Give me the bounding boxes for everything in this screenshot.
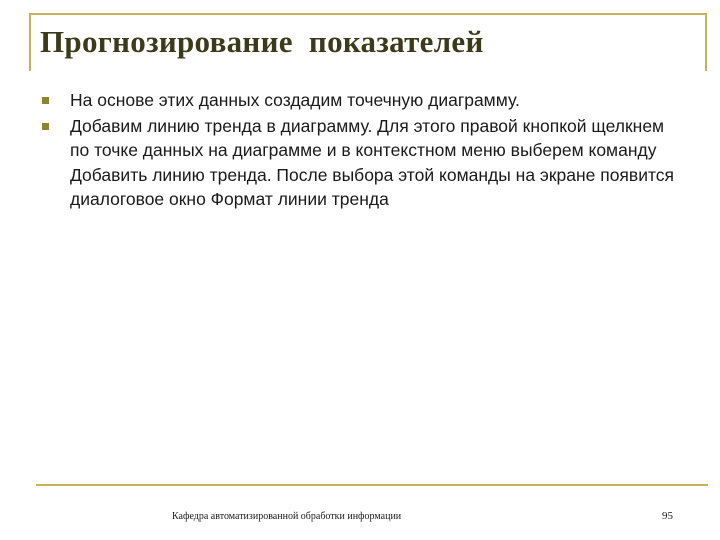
title-left-rule <box>29 13 31 71</box>
bullet-text-2: Добавим линию тренда в диаграмму. Для этого правой кнопкой щелкнем по точке данных на диаграмме и в контекстном меню выберем команду Добавить линию тренда. После выбора этой команды на экране появится диалоговое окно Формат линии тренда <box>70 115 675 209</box>
bullet-text-1: На основе этих данных создадим точечную диаграмму. <box>70 90 520 110</box>
bullet-item-2 <box>36 114 676 212</box>
footer-rule <box>36 484 708 486</box>
bullet-list <box>36 88 676 213</box>
title-top-rule <box>29 13 707 15</box>
page-number: 95 <box>662 510 673 522</box>
footer-department: Кафедра автоматизированной обработки информации <box>172 511 402 522</box>
square-bullet-icon <box>42 97 49 104</box>
bullet-item-1 <box>36 88 676 113</box>
square-bullet-icon <box>42 123 49 130</box>
title-right-rule <box>705 13 707 71</box>
slide-title: Прогнозирование показателей <box>40 24 484 59</box>
